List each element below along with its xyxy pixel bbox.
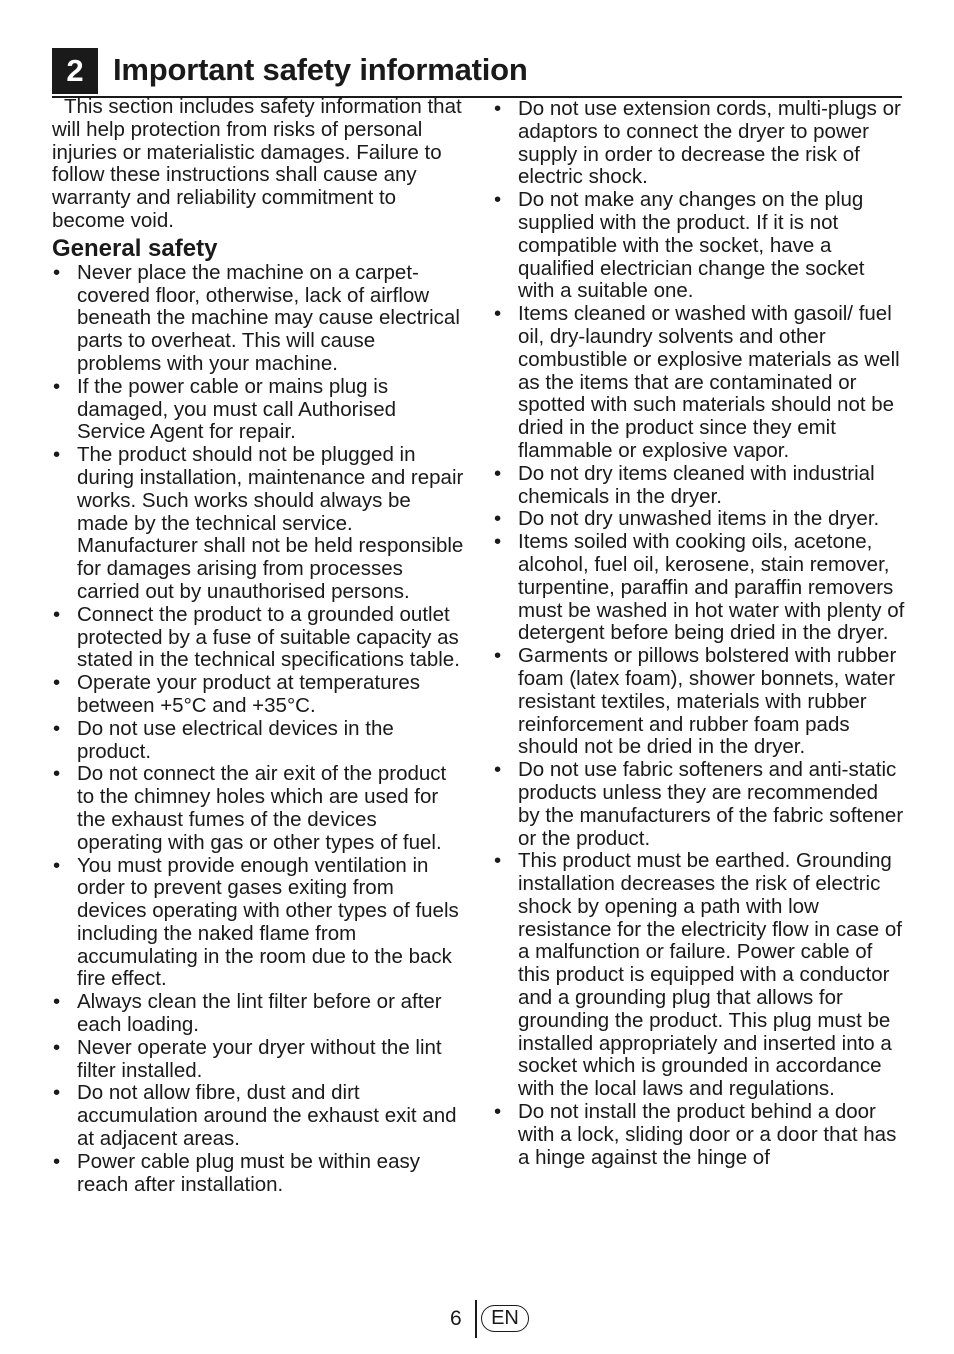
footer-divider	[475, 1300, 477, 1338]
bullet-icon: •	[53, 671, 61, 695]
section-number-badge: 2	[52, 48, 98, 94]
list-item-text: The product should not be plugged in during installation, maintenance and repair works. Such works should always be made by the technical service. Manufacturer shall not be held responsible for damages arising from processes carried out by unauthorised persons.	[77, 443, 464, 603]
list-item-text: Do not use extension cords, multi-plugs or adaptors to connect the dryer to power supply in order to decrease the risk of electric shock.	[518, 97, 901, 189]
bullet-icon: •	[53, 260, 61, 284]
list-item	[493, 463, 905, 509]
list-item-text: Power cable plug must be within easy reach after installation.	[77, 1149, 420, 1196]
list-item	[52, 376, 464, 444]
general-safety-heading: General safety	[52, 234, 218, 262]
right-column	[493, 98, 905, 1169]
safety-list-left	[52, 262, 464, 1197]
list-item-text: Never operate your dryer without the lint filter installed.	[77, 1035, 442, 1082]
list-item	[493, 98, 905, 189]
list-item-text: Do not make any changes on the plug supplied with the product. If it is not compatible with the socket, have a qualified electrician change the socket with a suitable one.	[518, 188, 865, 303]
list-item	[493, 759, 905, 850]
list-item	[493, 508, 905, 531]
bullet-icon: •	[53, 1035, 61, 1059]
list-item-text: Connect the product to a grounded outlet protected by a fuse of suitable capacity as stated in the technical specifications table.	[77, 602, 460, 672]
list-item-text: Do not install the product behind a door with a lock, sliding door or a door that has a hinge against the hinge of	[518, 1100, 897, 1169]
bullet-icon: •	[494, 461, 502, 485]
list-item-text: Do not allow fibre, dust and dirt accumulation around the exhaust exit and at adjacent areas.	[77, 1081, 457, 1151]
list-item-text: Items soiled with cooking oils, acetone, alcohol, fuel oil, kerosene, stain remover, turpentine, paraffin and paraffin removers must be washed in hot water with plenty of detergent before being dried in the dryer.	[518, 530, 905, 645]
list-item	[493, 850, 905, 1101]
page-title: Important safety information	[113, 52, 528, 87]
list-item-text: Garments or pillows bolstered with rubber foam (latex foam), shower bonnets, water resistant textiles, materials with rubber reinforcement and rubber foam pads should not be dried in the dryer.	[518, 644, 897, 759]
bullet-icon: •	[494, 97, 502, 120]
list-item	[493, 645, 905, 759]
safety-list-right	[493, 98, 905, 1169]
bullet-icon: •	[53, 1081, 61, 1105]
intro-paragraph: This section includes safety information that will help protection from risks of personal injuries or materialistic damages. Failure to follow these instructions shall cause any warranty and reliability commitment to become void.	[52, 95, 462, 232]
list-item	[493, 303, 905, 463]
bullet-icon: •	[53, 1149, 61, 1173]
list-item-text: Items cleaned or washed with gasoil/ fuel oil, dry-laundry solvents and other combustible or explosive materials as well as the items that are contaminated or spotted with such materials should not be dried in the product since they emit flammable or explosive vapor.	[518, 302, 900, 462]
list-item-text: You must provide enough ventilation in order to prevent gases exiting from devices operating with other types of fuels including the naked flame from accumulating in the room due to the back fire effect.	[77, 853, 459, 991]
list-item-text: Do not dry unwashed items in the dryer.	[518, 507, 880, 531]
list-item	[493, 189, 905, 303]
list-item-text: Do not use electrical devices in the product.	[77, 716, 394, 763]
bullet-icon: •	[53, 853, 61, 877]
list-item-text: If the power cable or mains plug is damaged, you must call Authorised Service Agent for repair.	[77, 374, 397, 444]
bullet-icon: •	[53, 762, 61, 786]
bullet-icon: •	[494, 644, 502, 668]
bullet-icon: •	[494, 188, 502, 212]
bullet-icon: •	[494, 507, 502, 531]
bullet-icon: •	[53, 716, 61, 740]
list-item	[52, 444, 464, 604]
list-item-text: Do not dry items cleaned with industrial chemicals in the dryer.	[518, 461, 875, 508]
page-number: 6	[450, 1307, 462, 1330]
language-badge: EN	[481, 1305, 529, 1332]
list-item-text: Never place the machine on a carpet-covered floor, otherwise, lack of airflow beneath the machine may cause electrical parts to overheat. This will cause problems with your machine.	[77, 260, 460, 375]
bullet-icon: •	[53, 374, 61, 398]
bullet-icon: •	[53, 990, 61, 1014]
list-item	[493, 1101, 905, 1169]
list-item	[52, 855, 464, 992]
bullet-icon: •	[53, 602, 61, 626]
list-item	[52, 1082, 464, 1150]
list-item-text: This product must be earthed. Grounding installation decreases the risk of electric shock by opening a path with low resistance for the electricity flow in case of a malfunction or failure. Power cable of this product is equipped with a conductor and a grounding plug that allows for grounding the product. This plug must be installed appropriately and inserted into a socket which is grounded in accordance with the local laws and regulations.	[518, 849, 902, 1101]
bullet-icon: •	[494, 302, 502, 326]
list-item	[493, 531, 905, 645]
list-item	[52, 672, 464, 718]
list-item-text: Do not connect the air exit of the product to the chimney holes which are used for the exhaust fumes of the devices operating with gas or other types of fuel.	[77, 762, 447, 854]
list-item-text: Do not use fabric softeners and anti-static products unless they are recommended by the manufacturers of the fabric softener or the product.	[518, 758, 904, 850]
bullet-icon: •	[494, 849, 502, 873]
list-item	[52, 718, 464, 764]
bullet-icon: •	[494, 758, 502, 782]
section-header	[52, 48, 902, 98]
bullet-icon: •	[53, 443, 61, 467]
bullet-icon: •	[494, 1100, 502, 1124]
list-item	[52, 262, 464, 376]
bullet-icon: •	[494, 530, 502, 554]
list-item-text: Always clean the lint filter before or after each loading.	[77, 990, 442, 1037]
list-item	[52, 604, 464, 672]
list-item	[52, 763, 464, 854]
left-column	[52, 96, 464, 1196]
list-item	[52, 991, 464, 1037]
list-item	[52, 1151, 464, 1197]
list-item-text: Operate your product at temperatures between +5°C and +35°C.	[77, 671, 420, 717]
page-footer	[0, 1300, 954, 1340]
list-item	[52, 1037, 464, 1083]
